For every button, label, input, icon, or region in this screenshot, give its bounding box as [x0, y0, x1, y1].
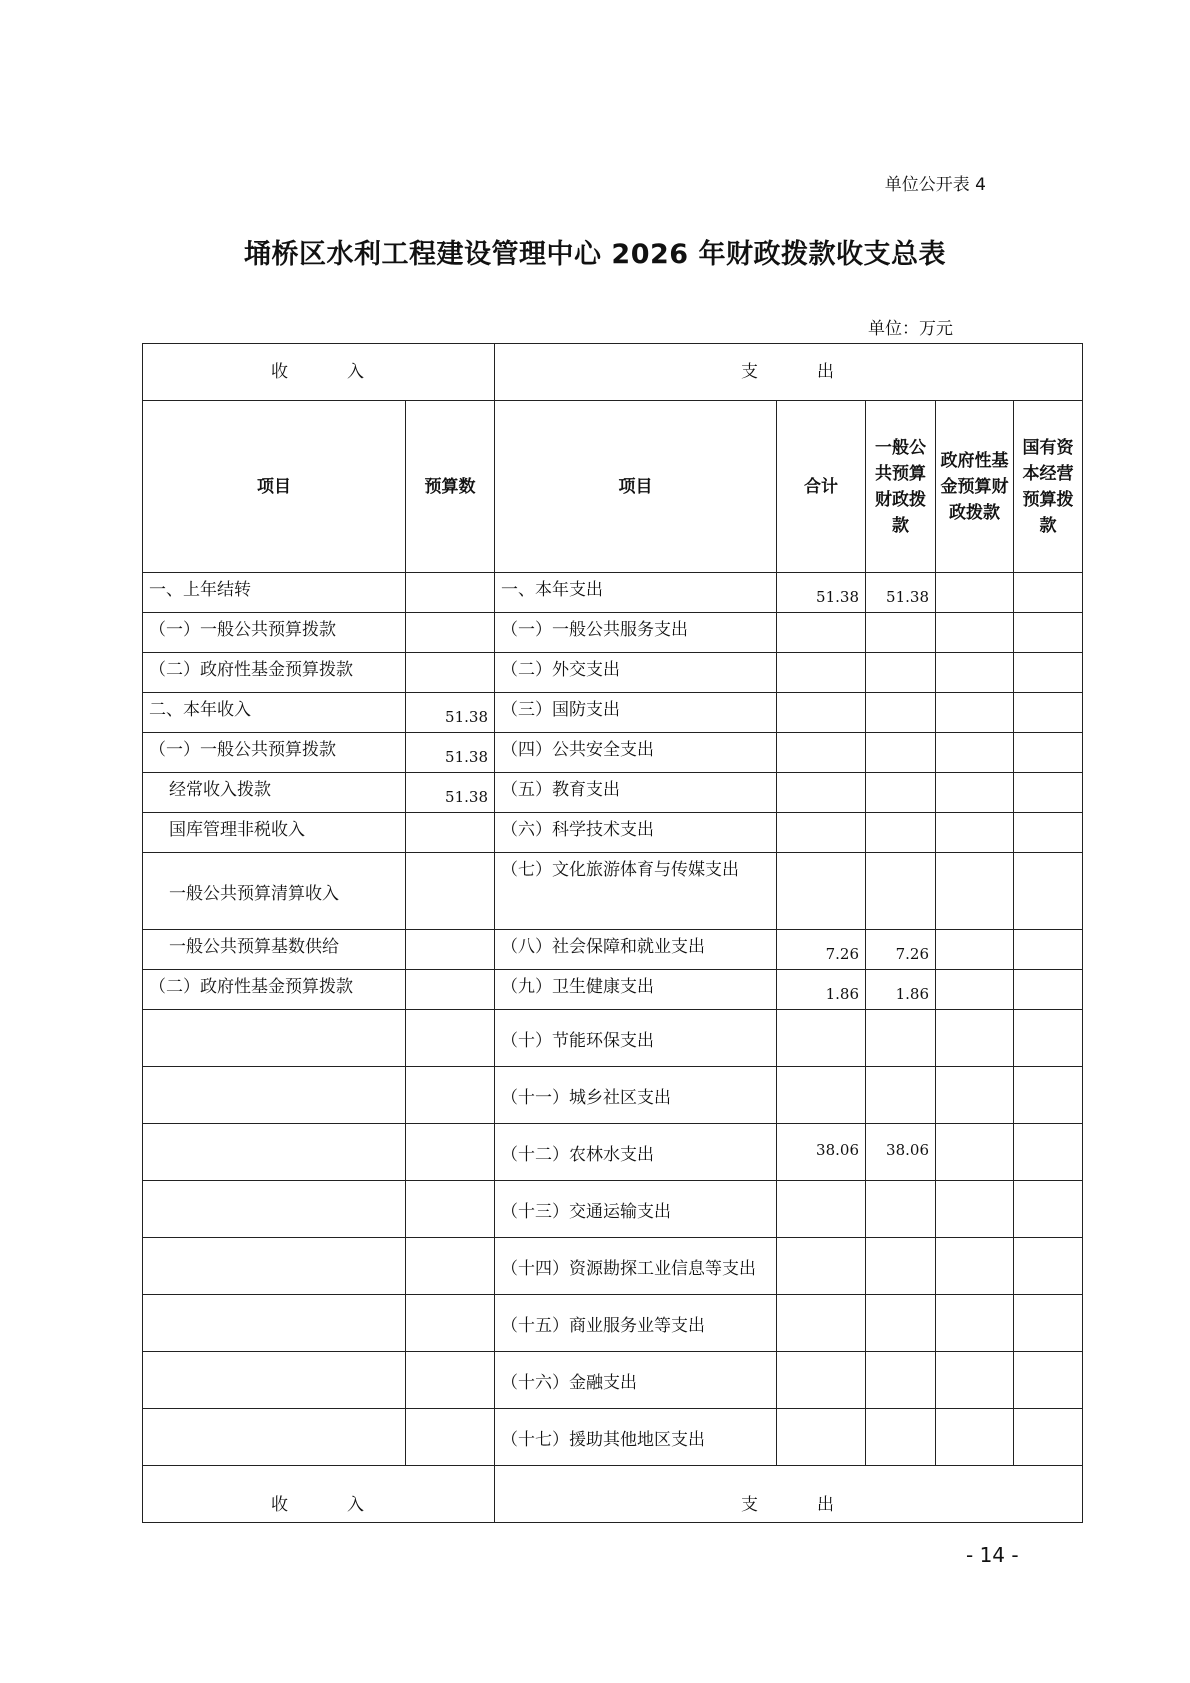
state-capital-value: [1014, 653, 1083, 693]
general-budget-value: 51.38: [866, 573, 936, 613]
income-item: [143, 1352, 406, 1409]
expense-item: （五）教育支出: [495, 773, 777, 813]
page-title: 埇桥区水利工程建设管理中心 2026 年财政拨款收支总表: [244, 239, 946, 270]
state-capital-value: [1014, 733, 1083, 773]
expense-total: [777, 1295, 866, 1352]
table-row: [143, 813, 1083, 853]
table-row: [143, 930, 1083, 970]
form-number: 单位公开表 4: [884, 175, 986, 195]
gov-fund-value: [936, 970, 1014, 1010]
expense-total: [777, 1010, 866, 1067]
state-capital-value: [1014, 1238, 1083, 1295]
income-budget: [406, 573, 495, 613]
general-budget-value: 1.86: [866, 970, 936, 1010]
expense-total: 51.38: [777, 573, 866, 613]
income-budget-header: 预算数: [406, 401, 495, 573]
income-item: [143, 1238, 406, 1295]
income-item: [143, 1124, 406, 1181]
state-capital-value: [1014, 1352, 1083, 1409]
income-budget: 51.38: [406, 773, 495, 813]
income-budget: 51.38: [406, 733, 495, 773]
table-row: [143, 853, 1083, 930]
income-item: [143, 1295, 406, 1352]
general-budget-value: [866, 1067, 936, 1124]
state-capital-value: [1014, 853, 1083, 930]
state-capital-value: [1014, 1181, 1083, 1238]
state-capital-value: [1014, 613, 1083, 653]
footer-expense: 支 出: [495, 1466, 1083, 1523]
expense-item: （十六）金融支出: [495, 1352, 777, 1409]
expense-item: （一）一般公共服务支出: [495, 613, 777, 653]
expense-total: [777, 773, 866, 813]
general-budget-value: [866, 1295, 936, 1352]
income-budget: [406, 930, 495, 970]
income-budget: [406, 1295, 495, 1352]
income-budget: [406, 1067, 495, 1124]
income-header: 收 入: [143, 344, 495, 401]
income-budget: [406, 653, 495, 693]
gov-fund-value: [936, 733, 1014, 773]
expense-item: （四）公共安全支出: [495, 733, 777, 773]
footer-income: 收 入: [143, 1466, 495, 1523]
total-header: 合计: [777, 401, 866, 573]
income-budget: [406, 970, 495, 1010]
expense-total: 38.06: [777, 1124, 866, 1181]
income-item: 一般公共预算基数供给: [143, 930, 406, 970]
state-capital-value: [1014, 573, 1083, 613]
table-row: [143, 1409, 1083, 1466]
table-row: [143, 693, 1083, 733]
footer-row: [143, 1466, 1083, 1523]
state-capital-value: [1014, 1124, 1083, 1181]
general-budget-value: [866, 693, 936, 733]
income-budget: [406, 813, 495, 853]
gov-fund-value: [936, 1295, 1014, 1352]
gov-fund-value: [936, 1010, 1014, 1067]
table-row: [143, 1238, 1083, 1295]
general-budget-value: [866, 773, 936, 813]
expense-item: （十四）资源勘探工业信息等支出: [495, 1238, 777, 1295]
income-item: [143, 1409, 406, 1466]
general-budget-value: [866, 813, 936, 853]
income-item: 经常收入拨款: [143, 773, 406, 813]
expense-total: [777, 613, 866, 653]
table-row: [143, 653, 1083, 693]
expense-item: （七）文化旅游体育与传媒支出: [495, 853, 777, 930]
income-item: 国库管理非税收入: [143, 813, 406, 853]
income-budget: [406, 1010, 495, 1067]
gov-fund-value: [936, 1352, 1014, 1409]
header-row-top: [143, 344, 1083, 401]
expense-item: （十三）交通运输支出: [495, 1181, 777, 1238]
state-capital-header: 国有资本经营预算拨款: [1014, 401, 1083, 573]
income-item: [143, 1181, 406, 1238]
expense-total: [777, 813, 866, 853]
expense-item: （十）节能环保支出: [495, 1010, 777, 1067]
general-budget-value: [866, 613, 936, 653]
expense-item: （八）社会保障和就业支出: [495, 930, 777, 970]
gov-fund-value: [936, 853, 1014, 930]
gov-fund-value: [936, 653, 1014, 693]
table-row: [143, 573, 1083, 613]
table-row: [143, 970, 1083, 1010]
expense-item: （十一）城乡社区支出: [495, 1067, 777, 1124]
gov-fund-value: [936, 1181, 1014, 1238]
expense-total: [777, 1238, 866, 1295]
gov-fund-header: 政府性基金预算财政拨款: [936, 401, 1014, 573]
table-row: [143, 613, 1083, 653]
table-row: [143, 1124, 1083, 1181]
general-budget-value: [866, 1352, 936, 1409]
gov-fund-value: [936, 693, 1014, 733]
general-budget-value: [866, 1238, 936, 1295]
income-item: [143, 1067, 406, 1124]
expense-total: [777, 1352, 866, 1409]
expense-total: [777, 733, 866, 773]
expense-total: [777, 1067, 866, 1124]
expense-total: [777, 1181, 866, 1238]
table-row: [143, 733, 1083, 773]
gov-fund-value: [936, 573, 1014, 613]
state-capital-value: [1014, 1010, 1083, 1067]
state-capital-value: [1014, 813, 1083, 853]
gov-fund-value: [936, 1238, 1014, 1295]
expense-item: （六）科学技术支出: [495, 813, 777, 853]
income-item: [143, 1010, 406, 1067]
income-item: （一）一般公共预算拨款: [143, 733, 406, 773]
budget-summary-table: [142, 343, 1083, 1523]
income-budget: [406, 1409, 495, 1466]
expense-total: [777, 653, 866, 693]
general-budget-value: [866, 653, 936, 693]
table-row: [143, 1067, 1083, 1124]
income-item: （二）政府性基金预算拨款: [143, 653, 406, 693]
gov-fund-value: [936, 1409, 1014, 1466]
gov-fund-value: [936, 773, 1014, 813]
gov-fund-value: [936, 1067, 1014, 1124]
table-row: [143, 1352, 1083, 1409]
expense-total: [777, 693, 866, 733]
expense-total: [777, 853, 866, 930]
state-capital-value: [1014, 693, 1083, 733]
header-row-columns: [143, 401, 1083, 573]
general-budget-value: 38.06: [866, 1124, 936, 1181]
general-budget-header: 一般公共预算财政拨款: [866, 401, 936, 573]
expense-item: （十七）援助其他地区支出: [495, 1409, 777, 1466]
gov-fund-value: [936, 930, 1014, 970]
table-row: [143, 1010, 1083, 1067]
expense-item: （二）外交支出: [495, 653, 777, 693]
general-budget-value: [866, 733, 936, 773]
expense-total: 7.26: [777, 930, 866, 970]
expense-item: （十二）农林水支出: [495, 1124, 777, 1181]
income-item: 一般公共预算清算收入: [143, 853, 406, 930]
income-budget: [406, 853, 495, 930]
income-item-header: 项目: [143, 401, 406, 573]
income-item: 一、上年结转: [143, 573, 406, 613]
expense-item: （九）卫生健康支出: [495, 970, 777, 1010]
expense-header: 支 出: [495, 344, 1083, 401]
state-capital-value: [1014, 970, 1083, 1010]
income-budget: [406, 1238, 495, 1295]
income-item: （一）一般公共预算拨款: [143, 613, 406, 653]
expense-item-header: 项目: [495, 401, 777, 573]
general-budget-value: [866, 1010, 936, 1067]
state-capital-value: [1014, 773, 1083, 813]
state-capital-value: [1014, 1067, 1083, 1124]
state-capital-value: [1014, 930, 1083, 970]
gov-fund-value: [936, 613, 1014, 653]
gov-fund-value: [936, 1124, 1014, 1181]
table-row: [143, 1295, 1083, 1352]
expense-item: （三）国防支出: [495, 693, 777, 733]
expense-item: 一、本年支出: [495, 573, 777, 613]
income-item: 二、本年收入: [143, 693, 406, 733]
general-budget-value: [866, 1181, 936, 1238]
income-budget: [406, 613, 495, 653]
state-capital-value: [1014, 1409, 1083, 1466]
income-item: （二）政府性基金预算拨款: [143, 970, 406, 1010]
income-budget: [406, 1124, 495, 1181]
table-row: [143, 1181, 1083, 1238]
income-budget: [406, 1181, 495, 1238]
expense-total: 1.86: [777, 970, 866, 1010]
state-capital-value: [1014, 1295, 1083, 1352]
expense-item: （十五）商业服务业等支出: [495, 1295, 777, 1352]
general-budget-value: [866, 1409, 936, 1466]
income-budget: [406, 1352, 495, 1409]
income-budget: 51.38: [406, 693, 495, 733]
gov-fund-value: [936, 813, 1014, 853]
table-row: [143, 773, 1083, 813]
general-budget-value: 7.26: [866, 930, 936, 970]
page-number: - 14 -: [966, 1543, 1019, 1567]
expense-total: [777, 1409, 866, 1466]
general-budget-value: [866, 853, 936, 930]
unit-label: 单位：万元: [868, 319, 953, 339]
